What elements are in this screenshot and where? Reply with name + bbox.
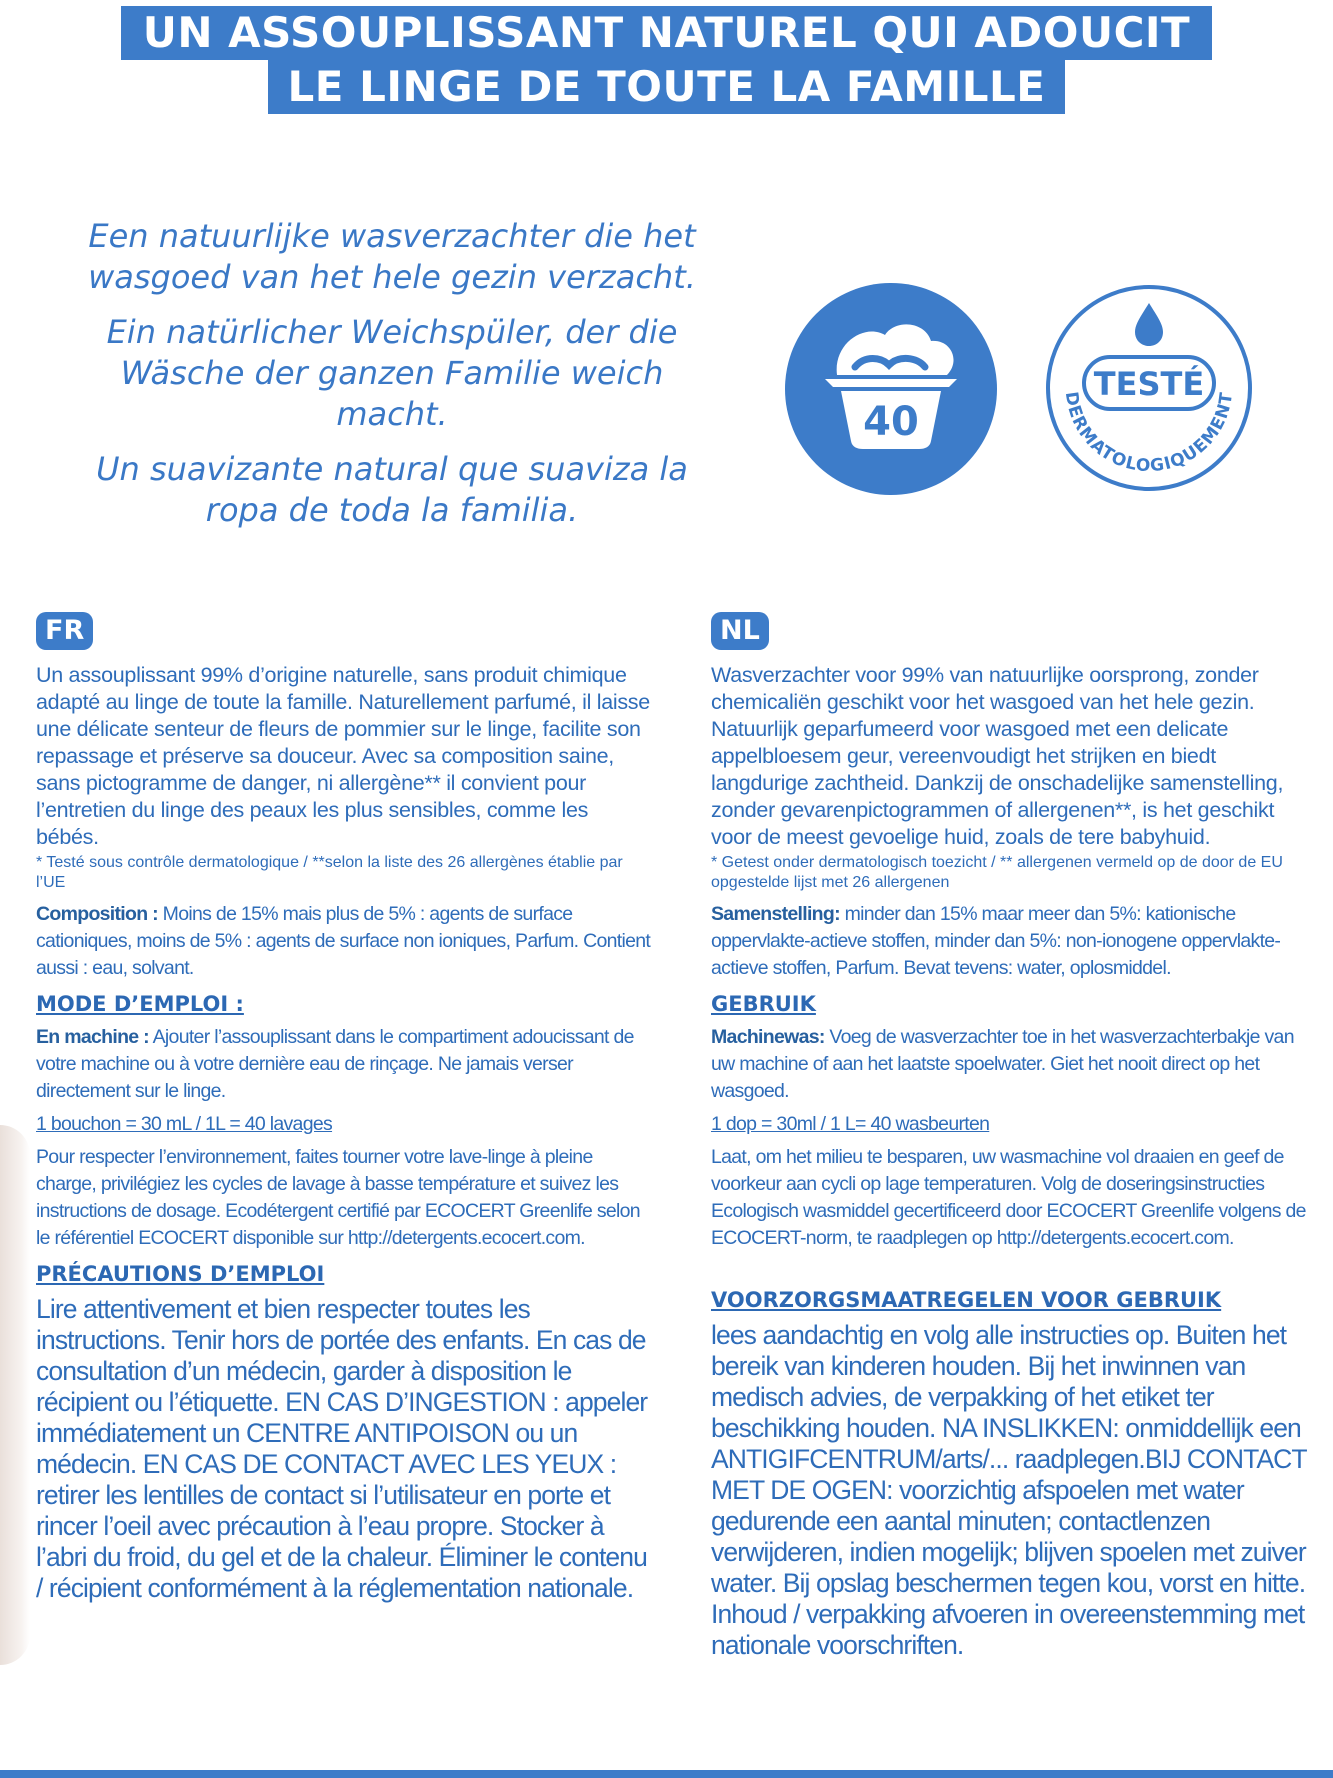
french-column (36, 612, 651, 1604)
composition-label-fr: Composition : (36, 903, 158, 925)
footnote-nl: * Getest onder dermatologisch toezicht / ** allergenen vermeld op de door de EU opgestelde lijst met 26 allergenen (711, 854, 1283, 891)
tagline-de: Ein natürlicher Weichspüler, der die Wäsche der ganzen Familie weich macht. (106, 313, 678, 433)
tested-label: TESTÉ (1093, 365, 1205, 403)
footnote-fr: * Testé sous contrôle dermatologique / **selon la liste des 26 allergènes établie par l’UE (36, 854, 623, 891)
dermatologically-tested-badge (1044, 283, 1254, 493)
machine-text-nl: Voeg de wasverzachter toe in het wasverzachterbakje van uw machine of aan het laatste spoelwater. Giet het nooit direct op het wasgoed. (711, 1026, 1294, 1102)
environment-nl: Laat, om het milieu te besparen, uw wasmachine vol draaien en geef de voorkeur aan cycli op lage temperaturen. Volg de doseringsinstructies Ecologisch wasmiddel gecertificeerd door ECOCERT Greenlife volgens de ECOCERT-norm, te raadplegen op http://detergents.ecocert.com. (711, 1146, 1306, 1249)
dose-fr: 1 bouchon = 30 mL / 1L = 40 lavages (36, 1113, 333, 1135)
machine-nl (711, 1024, 1307, 1105)
precautions-fr: Lire attentivement et bien respecter toutes les instructions. Tenir hors de portée des enfants. En cas de consultation d’un médecin, garder à disposition le récipient ou l’étiquette. EN CAS D’INGESTION : appeler immédiatement un CENTRE ANTIPOISON ou un médecin. EN CAS DE CONTACT AVEC LES YEUX : retirer les lentilles de contact si l’utilisateur en porte et rincer l’oeil avec précaution à l’eau propre. Stocker à l’abri du froid, du gel et de la chaleur. Éliminer le contenu / récipient conformément à la réglementation nationale. (36, 1294, 648, 1603)
bottom-accent-bar (0, 1770, 1333, 1778)
composition-text-nl: minder dan 15% maar meer dan 5%: kationische oppervlakte-actieve stoffen, minder dan 5%: non-ionogene oppervlakte-actieve stoffen, Parfum. Bevat tevens: water, oplosmiddel. (711, 903, 1281, 979)
lang-badge-nl: NL (711, 612, 769, 650)
machine-text-fr: Ajouter l’assouplissant dans le compartiment adoucissant de votre machine ou à votre dernière eau de rinçage. Ne jamais verser directement sur le linge. (36, 1026, 634, 1102)
precautions-title-nl: VOORZORGSMAATREGELEN VOOR GEBRUIK (711, 1288, 1222, 1312)
headline-line-2: LE LINGE DE TOUTE LA FAMILLE (268, 60, 1066, 114)
precautions-nl: lees aandachtig en volg alle instructies op. Buiten het bereik van kinderen houden. Bij het inwinnen van medisch advies, de verpakking of het etiket ter beschikking houden. NA INSLIKKEN: onmiddellijk een ANTIGIFCENTRUM/arts/... raadplegen.BIJ CONTACT MET DE OGEN: voorzichtig afspoelen met water gedurende een aantal minuten; contactlenzen verwijderen, indien mogelijk; blijven spoelen met zuiver water. Bij opslag beschermen tegen kou, vorst en hitte. Inhoud / verpakking afvoeren in overeenstemming met nationale voorschriften. (711, 1320, 1307, 1660)
water-drop-icon (1135, 303, 1163, 346)
tagline-nl: Een natuurlijke wasverzachter die het wasgoed van het hele gezin verzacht. (88, 217, 696, 296)
usage-title-fr: MODE D’EMPLOI : (36, 992, 244, 1016)
machine-label-fr: En machine : (36, 1026, 149, 1048)
multilingual-taglines (22, 216, 762, 545)
headline-line-1: UN ASSOUPLISSANT NATUREL QUI ADOUCIT (121, 6, 1212, 60)
precautions-title-fr: PRÉCAUTIONS D’EMPLOI (36, 1262, 325, 1286)
intro-nl: Wasverzachter voor 99% van natuurlijke oorsprong, zonder chemicaliën geschikt voor het wasgoed van het hele gezin. Natuurlijk geparfumeerd voor wasgoed met een delicate appelbloesem geur, vereenvoudigt het strijken en biedt langdurige zachtheid. Dankzij de onschadelijke samenstelling, zonder gevarenpictogrammen of allergenen**, is het geschikt voor de meest gevoelige huid, zoals de tere babyhuid. (711, 663, 1284, 849)
dutch-column (711, 612, 1307, 1661)
composition-fr (36, 901, 651, 982)
composition-nl (711, 901, 1307, 982)
temperature-label: 40 (863, 399, 919, 445)
environment-fr: Pour respecter l’environnement, faites tourner votre lave-linge à pleine charge, privilégiez les cycles de lavage à basse température et suivez les instructions de dosage. Ecodétergent certifié par ECOCERT Greenlife selon le référentiel ECOCERT disponible sur http://detergents.ecocert.com. (36, 1146, 640, 1249)
machine-label-nl: Machinewas: (711, 1026, 825, 1048)
wash-40-badge (785, 283, 997, 495)
composition-text-fr: Moins de 15% mais plus de 5% : agents de surface cationiques, moins de 5% : agents de surface non ioniques, Parfum. Contient aussi : eau, solvant. (36, 903, 651, 979)
intro-fr: Un assouplissant 99% d’origine naturelle, sans produit chimique adapté au linge de toute la famille. Naturellement parfumé, il laisse une délicate senteur de fleurs de pommier sur le linge, facilite son repassage et préserve sa douceur. Avec sa composition saine, sans pictogramme de danger, ni allergène** il convient pour l’entretien du linge des peaux les plus sensibles, comme les bébés. (36, 663, 650, 849)
tagline-es: Un suavizante natural que suaviza la ropa de toda la familia. (96, 450, 688, 529)
dose-nl: 1 dop = 30ml / 1 L= 40 wasbeurten (711, 1113, 990, 1135)
dermatologically-arc-text: DERMATOLOGIQUEMENT (1060, 390, 1238, 477)
baby-photo-edge (0, 1125, 30, 1665)
headline-banner (0, 6, 1333, 114)
usage-title-nl: GEBRUIK (711, 992, 816, 1016)
composition-label-nl: Samenstelling: (711, 903, 840, 925)
machine-fr (36, 1024, 651, 1105)
wash-basin-icon (785, 283, 997, 495)
lang-badge-fr: FR (36, 612, 93, 650)
